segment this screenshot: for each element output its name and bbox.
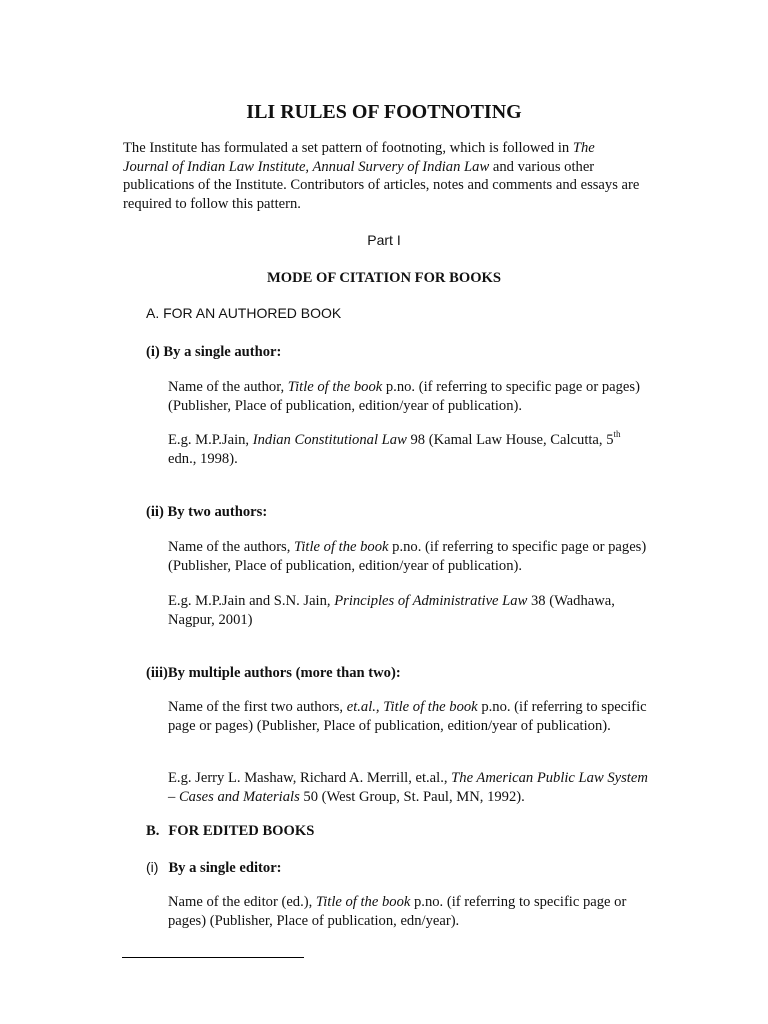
intro-paragraph	[123, 139, 643, 213]
section-b-title: FOR EDITED BOOKS	[168, 823, 315, 839]
intro-text-2: and various other publications of the Institute. Contributors of articles, notes and comments and essays are required to follow this pattern.	[123, 158, 640, 212]
format-text: Name of the author,	[168, 379, 288, 395]
format-text: p.no. (if referring to specific page or pages) (Publisher, Place of publication, edition/year of publication).	[168, 699, 647, 734]
multiple-authors-example	[168, 769, 648, 806]
format-text: p.no. (if referring to specific page or pages) (Publisher, Place of publication, edition/year of publication).	[168, 539, 647, 574]
format-text: p.no. (if referring to specific page or pages) (Publisher, Place of publication, edition/year of publication).	[168, 379, 640, 414]
format-title: Title of the book	[294, 539, 389, 555]
page-title: ILI RULES OF FOOTNOTING	[246, 101, 522, 123]
example-title: Indian Constitutional Law	[252, 432, 407, 448]
example-text: 38 (Wadhawa, Nagpur, 2001)	[168, 593, 615, 628]
example-text: 98 (Kamal Law House, Calcutta, 5	[406, 432, 614, 448]
single-editor-format	[168, 893, 648, 930]
multiple-authors-format	[168, 698, 648, 735]
part-label: Part I	[367, 232, 401, 248]
single-author-heading: (i) By a single author:	[146, 344, 282, 360]
format-text: p.no. (if referring to specific page or pages) (Publisher, Place of publication, edn/year).	[168, 894, 627, 929]
example-text: 50 (West Group, St. Paul, MN, 1992).	[299, 788, 525, 805]
example-text: E.g. M.P.Jain and S.N. Jain,	[168, 593, 335, 609]
section-b-marker: B.	[146, 823, 160, 839]
single-author-example	[168, 431, 648, 468]
two-authors-heading: (ii) By two authors:	[146, 504, 268, 520]
two-authors-format	[168, 538, 648, 575]
single-editor-heading	[146, 858, 282, 878]
format-etal-title: et.al., Title of the book	[346, 699, 478, 715]
single-editor-title: By a single editor:	[168, 860, 282, 876]
footnote-separator-line	[122, 957, 304, 958]
section-b-heading	[146, 822, 314, 841]
example-text: E.g. Jerry L. Mashaw, Richard A. Merrill, et.al.,	[168, 770, 452, 786]
format-text: Name of the editor (ed.),	[168, 894, 316, 910]
single-editor-marker: (i)	[146, 859, 159, 875]
example-title: The American Public Law System – Cases and Materials	[168, 770, 648, 805]
intro-journal-names: The Journal of Indian Law Institute, Annual Survery of Indian Law	[123, 140, 595, 175]
format-text: Name of the authors,	[168, 539, 295, 555]
superscript: th	[613, 429, 621, 440]
example-title: Principles of Administrative Law	[334, 593, 528, 609]
section-heading: MODE OF CITATION FOR BOOKS	[266, 270, 502, 286]
two-authors-example	[168, 592, 648, 629]
example-text: E.g. M.P.Jain,	[168, 432, 253, 448]
single-author-format	[168, 378, 648, 415]
example-text: edn., 1998).	[168, 450, 238, 467]
format-text: Name of the first two authors,	[168, 699, 347, 715]
intro-text-1: The Institute has formulated a set pattern of footnoting, which is followed in	[123, 140, 573, 156]
section-a-heading: A. FOR AN AUTHORED BOOK	[146, 305, 342, 321]
format-title: Title of the book	[315, 894, 411, 910]
format-title: Title of the book	[287, 379, 383, 395]
multiple-authors-heading: (iii)By multiple authors (more than two):	[146, 665, 401, 681]
